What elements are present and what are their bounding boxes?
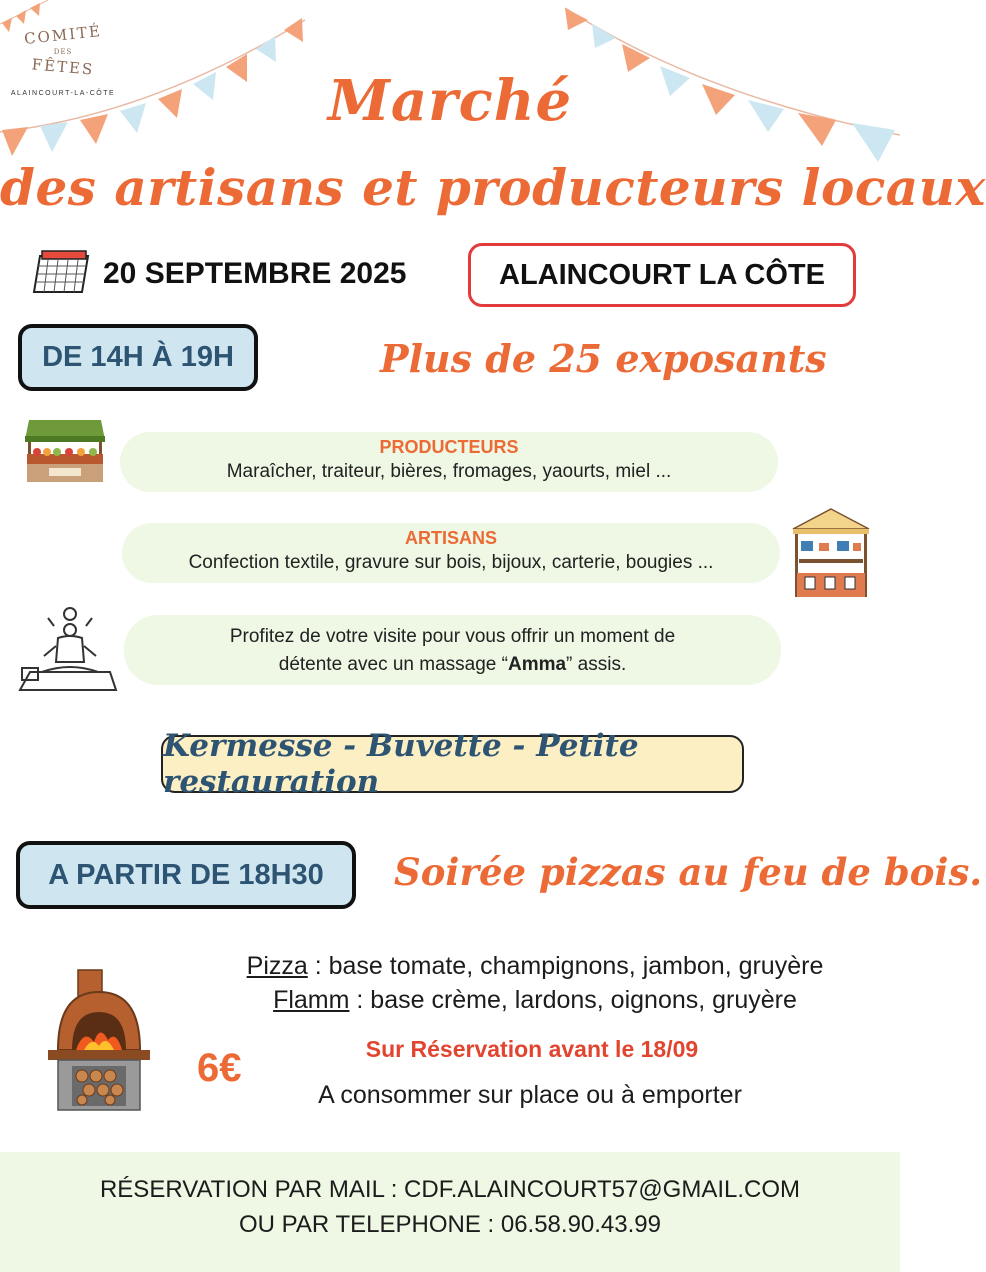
- massage-icon: [18, 606, 118, 692]
- logo-des: DES: [53, 48, 73, 56]
- flamm-line: [170, 986, 900, 1015]
- logo-line1: COMITÉ: [23, 21, 103, 49]
- footer-email-line: RÉSERVATION PAR MAIL : CDF.ALAINCOURT57@GMAIL.COM: [99, 1176, 801, 1203]
- artisans-box: [122, 523, 780, 583]
- massage-box: [124, 615, 781, 685]
- producteurs-text: Maraîcher, traiteur, bières, fromages, yaourts, miel ...: [226, 461, 672, 482]
- hours-box: [18, 324, 258, 391]
- massage-line2: détente avec un massage “Amma” assis.: [278, 654, 627, 675]
- evening-text: A PARTIR DE 18H30: [48, 858, 324, 891]
- title-marche: Marché: [327, 68, 573, 134]
- pizza-name: Pizza: [246, 952, 308, 980]
- exposants-heading: Plus de 25 exposants: [380, 336, 827, 381]
- artisans-text: Confection textile, gravure sur bois, bijoux, carterie, bougies ...: [188, 552, 714, 573]
- producteurs-box: [120, 432, 778, 492]
- massage-line1: Profitez de votre visite pour vous offrir un moment de: [229, 626, 676, 647]
- footer-phone-line: OU PAR TELEPHONE : 06.58.90.43.99: [239, 1211, 661, 1238]
- pizza-desc: : base tomate, champignons, jambon, gruyère: [307, 952, 824, 980]
- calendar-icon: [30, 248, 92, 296]
- artisans-heading: ARTISANS: [404, 528, 497, 548]
- location-box: [468, 243, 856, 307]
- kermesse-text: Kermesse - Buvette - Petite restauration: [163, 728, 639, 800]
- pizza-line: [170, 952, 900, 981]
- consume-note: A consommer sur place ou à emporter: [318, 1081, 742, 1109]
- kermesse-banner: [161, 728, 744, 800]
- flamm-desc: : base crème, lardons, oignons, gruyère: [349, 986, 797, 1014]
- reservation-note: Sur Réservation avant le 18/09: [365, 1036, 699, 1062]
- hours-text: DE 14H À 19H: [42, 341, 234, 373]
- logo-line2: FÊTES: [31, 55, 95, 79]
- footer-contact: [0, 1152, 900, 1272]
- flamm-name: Flamm: [273, 986, 350, 1014]
- soiree-heading: Soirée pizzas au feu de bois.: [394, 850, 983, 894]
- market-stall-icon: [25, 418, 105, 484]
- logo-town: ALAINCOURT-LA-CÔTE: [10, 90, 116, 97]
- location-text: ALAINCOURT LA CÔTE: [499, 258, 825, 291]
- producteurs-heading: PRODUCTEURS: [379, 437, 519, 457]
- craft-stall-icon: [791, 507, 871, 599]
- evening-box: [16, 841, 356, 909]
- title-subtitle: des artisans et producteurs locaux: [0, 158, 986, 217]
- event-date: 20 SEPTEMBRE 2025: [103, 257, 407, 290]
- price: 6€: [197, 1046, 242, 1090]
- pizza-oven-icon: [44, 968, 154, 1113]
